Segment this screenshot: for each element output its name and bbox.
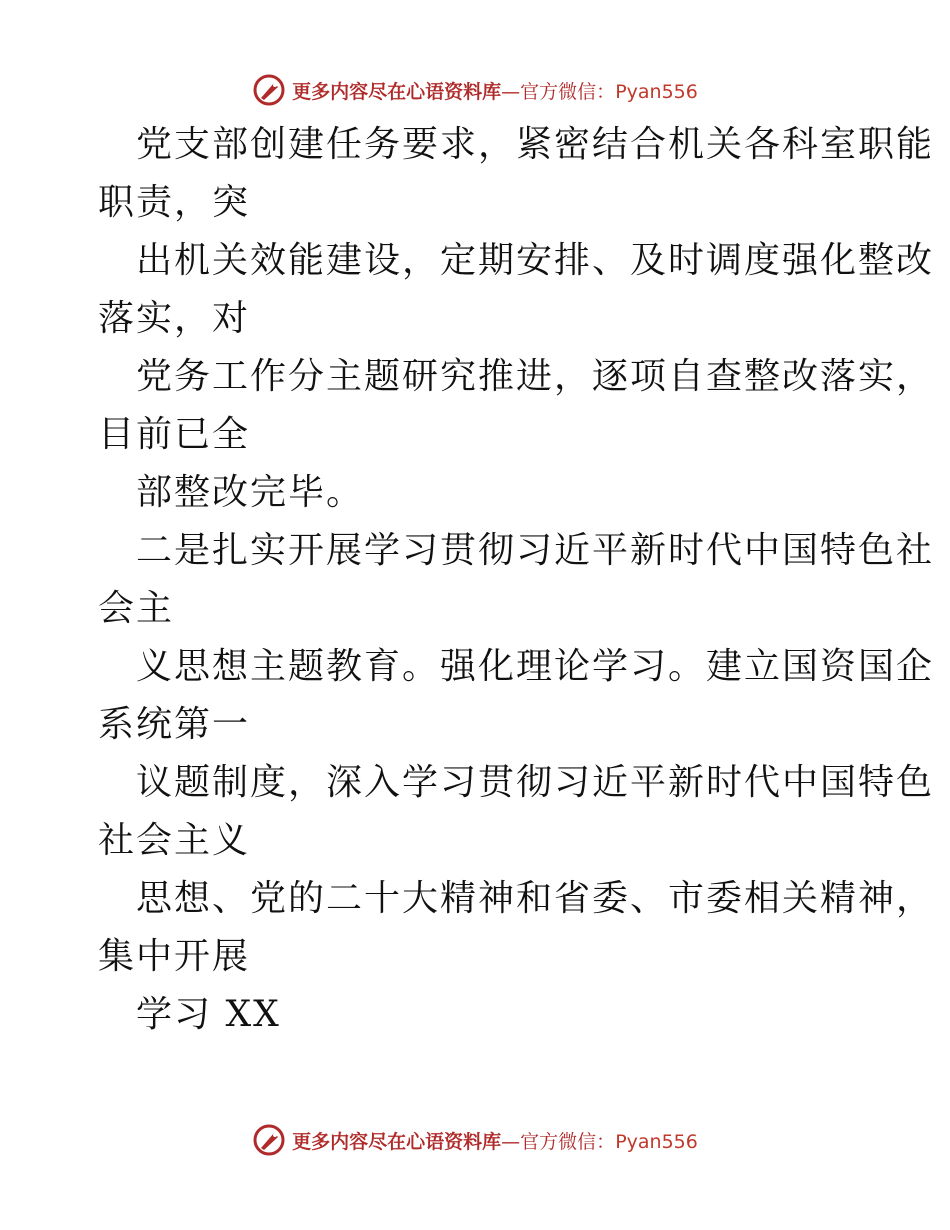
body-line: 出机关效能建设，定期安排、及时调度强化整改 — [136, 240, 935, 281]
body-line: 议题制度，深入学习贯彻习近平新时代中国特色 — [136, 762, 935, 803]
banner-main-text: 更多内容尽在心语资料库 — [292, 1130, 502, 1153]
document-body — [98, 116, 935, 1044]
body-line: 目前已全 — [98, 414, 251, 455]
banner-main-text: 更多内容尽在心语资料库 — [292, 80, 502, 103]
pen-nib-logo-icon — [252, 1123, 286, 1157]
banner-separator: — — [501, 1130, 521, 1153]
body-line: 会主 — [98, 588, 175, 629]
body-line: 党支部创建任务要求，紧密结合机关各科室职能 — [136, 124, 935, 165]
body-line: 社会主义 — [98, 820, 251, 861]
banner-contact-id: Pyan556 — [615, 1130, 698, 1153]
body-line: 集中开展 — [98, 936, 251, 977]
body-line: 职责，突 — [98, 182, 251, 223]
footer-banner — [0, 1120, 950, 1160]
body-line: 义思想主题教育。强化理论学习。建立国资国企 — [136, 646, 935, 687]
body-line: 系统第一 — [98, 704, 251, 745]
pen-nib-logo-icon — [252, 73, 286, 107]
banner-contact-id: Pyan556 — [615, 80, 698, 103]
body-line: 学习 XX — [136, 994, 281, 1035]
banner-text — [292, 1127, 698, 1154]
body-line: 二是扎实开展学习贯彻习近平新时代中国特色社 — [136, 530, 935, 571]
body-line: 落实，对 — [98, 298, 251, 339]
banner-text — [292, 77, 698, 104]
body-line: 党务工作分主题研究推进，逐项自查整改落实， — [136, 356, 935, 397]
header-banner — [0, 70, 950, 110]
body-line: 部整改完毕。 — [136, 472, 365, 513]
banner-contact-label: 官方微信： — [520, 80, 616, 103]
banner-contact-label: 官方微信： — [520, 1130, 616, 1153]
banner-separator: — — [501, 80, 521, 103]
body-line: 思想、党的二十大精神和省委、市委相关精神， — [136, 878, 935, 919]
